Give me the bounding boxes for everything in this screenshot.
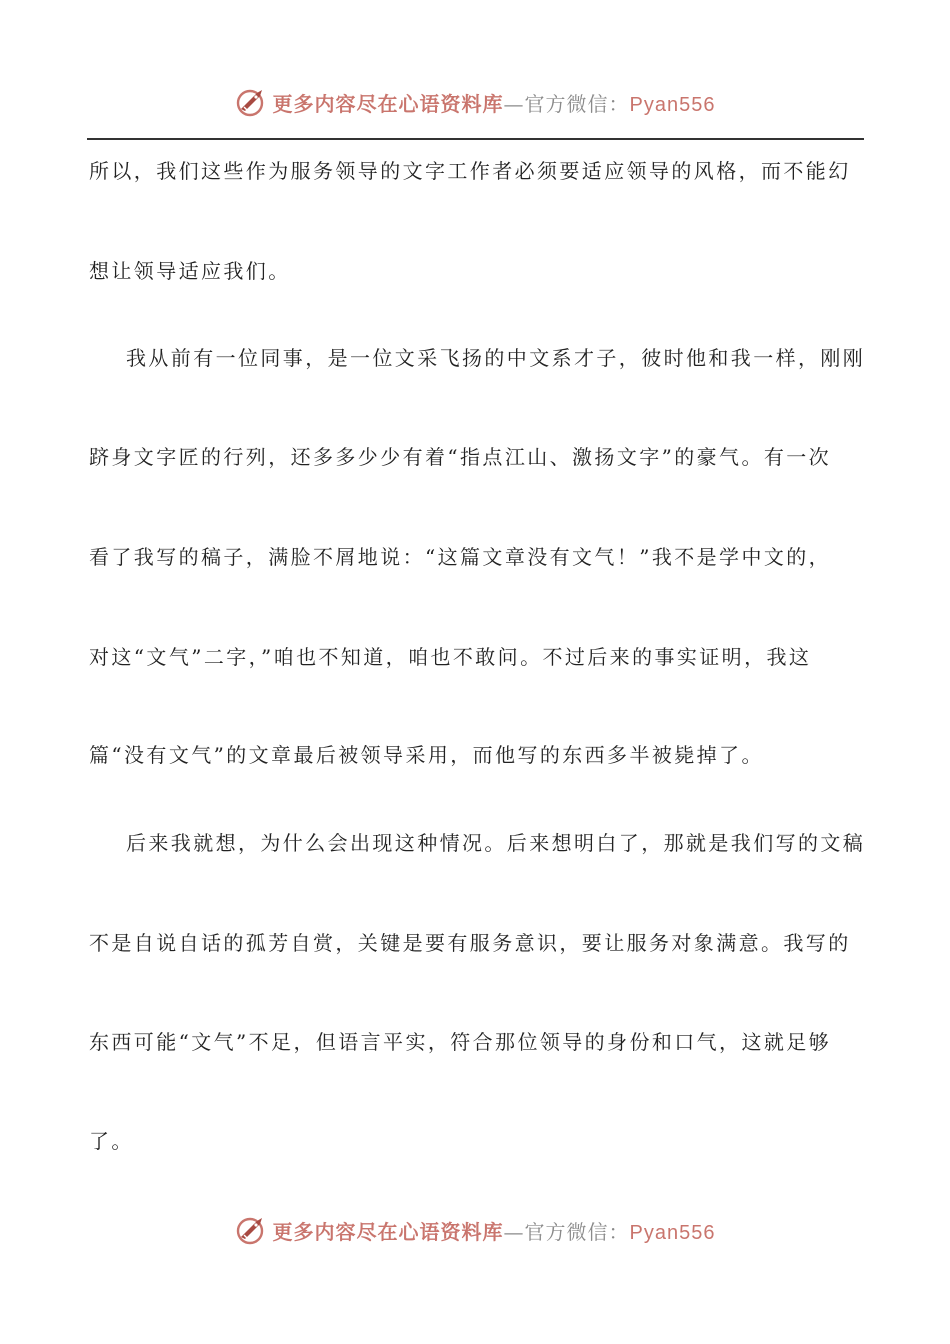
footer-banner-highlight: 更多内容尽在心语资料库 (272, 1219, 504, 1244)
pen-nib-logo-icon (235, 85, 269, 119)
header-banner-rest: —官方微信： (503, 91, 630, 116)
header-banner-text (273, 88, 716, 117)
header-banner (0, 82, 950, 122)
body-line: 想让领导适应我们。 (89, 259, 291, 283)
body-line: 对这“文气”二字，”咱也不知道，咱也不敢问。不过后来的事实证明，我这 (89, 645, 812, 669)
header-banner-highlight: 更多内容尽在心语资料库 (272, 91, 504, 116)
footer-wechat-id: Pyan556 (629, 1221, 716, 1244)
footer-banner-rest: —官方微信： (503, 1219, 630, 1244)
paragraph-first-line: 我从前有一位同事，是一位文采飞扬的中文系才子，彼时他和我一样，刚刚 (126, 346, 866, 370)
body-line: 看了我写的稿子，满脸不屑地说：“这篇文章没有文气！”我不是学中文的， (89, 545, 832, 569)
header-wechat-id: Pyan556 (629, 93, 716, 116)
body-line: 跻身文字匠的行列，还多多少少有着“指点江山、激扬文字”的豪气。有一次 (89, 445, 832, 469)
body-line: 所以，我们这些作为服务领导的文字工作者必须要适应领导的风格，而不能幻 (89, 159, 851, 183)
footer-banner-text (273, 1216, 716, 1245)
header-divider (87, 138, 864, 140)
paragraph-first-line: 后来我就想，为什么会出现这种情况。后来想明白了，那就是我们写的文稿 (126, 831, 866, 855)
pen-nib-logo-icon (235, 1213, 269, 1247)
body-line: 不是自说自话的孤芳自赏，关键是要有服务意识，要让服务对象满意。我写的 (89, 931, 851, 955)
body-line: 篇“没有文气”的文章最后被领导采用，而他写的东西多半被毙掉了。 (89, 743, 764, 767)
footer-banner (0, 1210, 950, 1250)
body-line: 东西可能“文气”不足，但语言平实，符合那位领导的身份和口气，这就足够 (89, 1030, 832, 1054)
body-line: 了。 (89, 1129, 134, 1153)
